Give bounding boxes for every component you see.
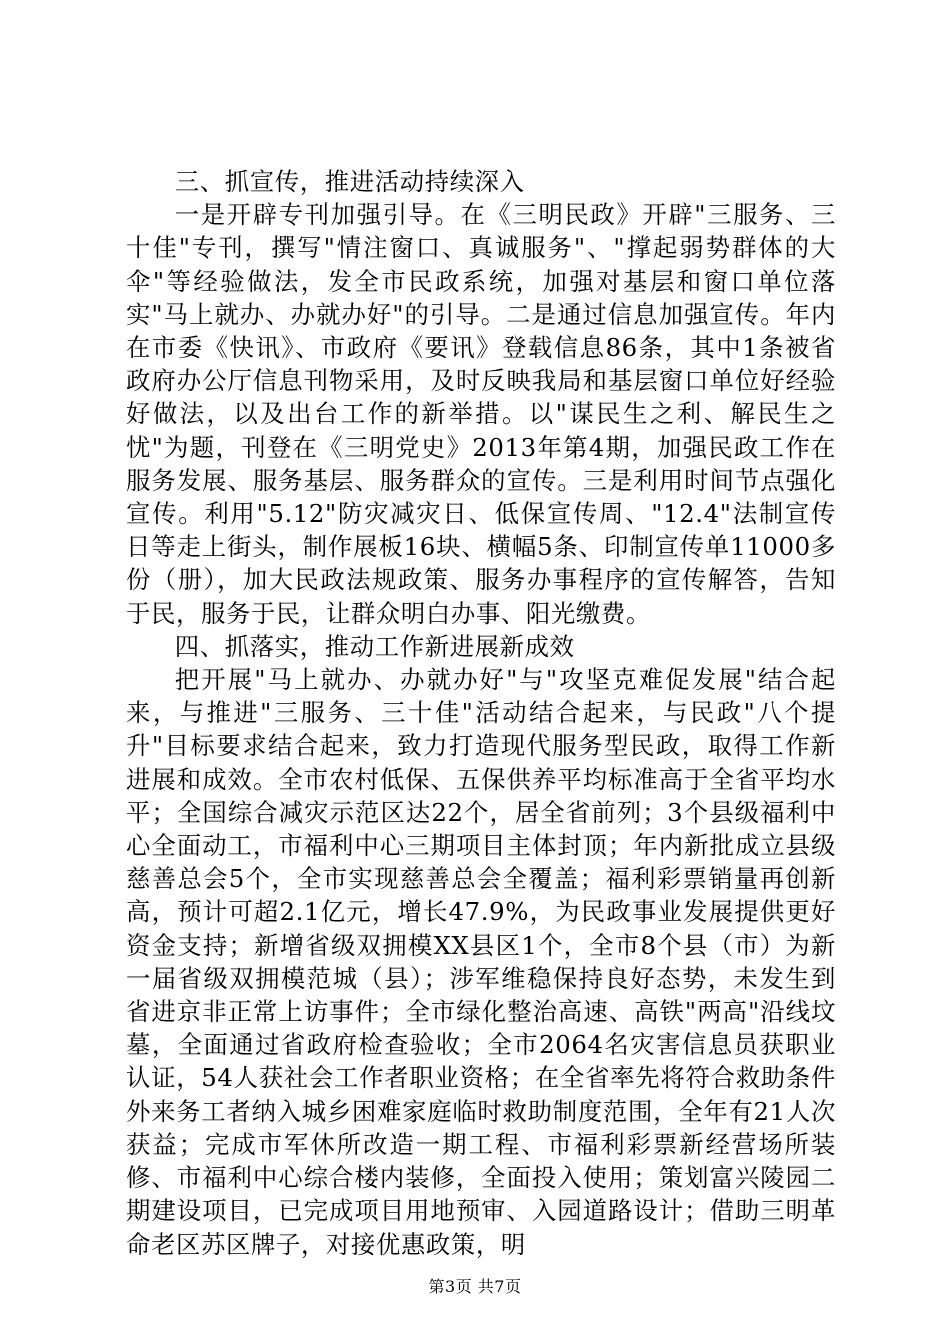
section-heading-3: 三、抓宣传，推进活动持续深入 — [174, 167, 525, 196]
section-heading-4: 四、抓落实，推动工作新进展新成效 — [174, 631, 575, 661]
section-paragraph-3: 一是开辟专刊加强引导。在《三明民政》开辟"三服务、三十佳"专刊，撰写"情注窗口、真诚服务"、"撑起弱势群体的大伞"等经验做法，发全市民政系统，加强对基层和窗口单位落实"马上就办、办就办好"的引导。二是通过信息加强宣传。年内在市委《快讯》、市政府《要讯》登载信息86条，其中1条被省政府办公厅信息刊物采用，及时反映我局和基层窗口单位好经验好做法，以及出台工作的新举措。以"谋民生之利、解民生之忧"为题，刊登在《三明党史》2013年第4期，加强民政工作在服务发展、服务基层、服务群众的宣传。三是利用时间节点强化宣传。利用"5.12"防灾减灾日、低保宣传周、"12.4"法制宣传日等走上街头，制作展板16块、横幅5条、印制宣传单11000多份（册），加大民政法规政策、服务办事程序的宣传解答，告知于民，服务于民，让群众明白办事、阳光缴费。 — [126, 200, 836, 628]
section-paragraph-4: 把开展"马上就办、办就办好"与"攻坚克难促发展"结合起来，与推进"三服务、三十佳"活动结合起来，与民政"八个提升"目标要求结合起来，致力打造现代服务型民政，取得工作新进展和成效。全市农村低保、五保供养平均标准高于全省平均水平；全国综合减灾示范区达22个，居全省前列；3个县级福利中心全面动工，市福利中心三期项目主体封顶；年内新批成立县级慈善总会5个，全市实现慈善总会全覆盖；福利彩票销量再创新高，预计可超2.1亿元，增长47.9%，为民政事业发展提供更好资金支持；新增省级双拥模XX县区1个，全市8个县（市）为新一届省级双拥模范城（县）；涉军维稳保持良好态势，未发生到省进京非正常上访事件；全市绿化整治高速、高铁"两高"沿线坟墓，全面通过省政府检查验收；全市2064名灾害信息员获职业认证，54人获社会工作者职业资格；在全省率先将符合救助条件外来务工者纳入城乡困难家庭临时救助制度范围，全年有21人次获益；完成市军休所改造一期工程、市福利彩票新经营场所装修、市福利中心综合楼内装修，全面投入使用；策划富兴陵园二期建设项目，已完成项目用地预审、入园道路设计；借助三明革命老区苏区牌子，对接优惠政策，明 — [126, 665, 836, 1259]
page-footer: 第3页 共7页 — [428, 1277, 522, 1296]
document-body — [126, 165, 836, 1261]
